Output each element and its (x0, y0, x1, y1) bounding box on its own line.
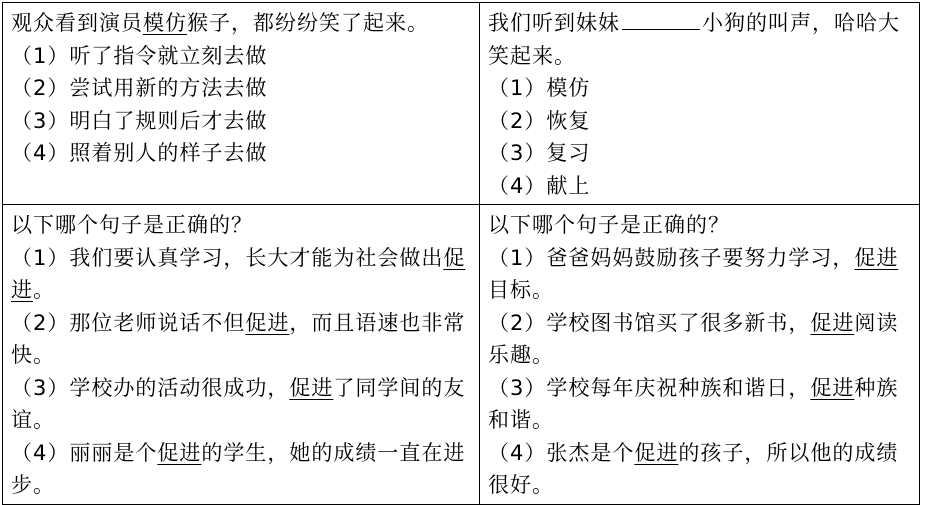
option-text: 目标。 (488, 278, 554, 302)
target-word: 促进 (157, 440, 202, 465)
option-text: （1）我们要认真学习，长大才能为社会做出 (11, 245, 444, 270)
option-text: （1）爸爸妈妈鼓励孩子要努力学习， (488, 245, 855, 270)
option-text: （3）学校办的活动很成功， (11, 375, 290, 400)
question-cell-2 (480, 3, 920, 205)
option-3 (11, 372, 473, 437)
table-row (3, 205, 920, 505)
target-word: 促进 (810, 310, 855, 335)
question-cell-3 (3, 205, 480, 505)
option-text: （2）那位老师说话不但 (11, 310, 246, 335)
option-text: 。 (33, 278, 55, 302)
option-2 (488, 307, 913, 372)
option-text: 阅读乐趣。 (488, 310, 899, 367)
question-table (2, 2, 920, 505)
question-cell-4 (480, 205, 920, 505)
target-word: 促进 (810, 375, 855, 400)
question-stem (488, 7, 913, 72)
option-1: （1）听了指令就立刻去做 (11, 43, 268, 68)
option-text: （2）学校图书馆买了很多新书， (488, 310, 811, 335)
target-word: 模仿 (143, 11, 187, 35)
target-word: 促进 (245, 310, 290, 335)
stem-text: 我们听到妹妹 (488, 11, 620, 35)
option-1: （1）模仿 (488, 76, 591, 100)
option-4 (11, 437, 473, 502)
table-row (3, 3, 920, 205)
option-4: （4）献上 (488, 173, 591, 198)
answer-blank (622, 7, 700, 30)
option-text: 的学生，她的成绩一直在进步。 (11, 440, 466, 497)
option-2 (11, 307, 473, 372)
target-word: 促进 (854, 245, 899, 270)
option-text: （4）张杰是个 (488, 440, 635, 465)
stem-text: 猴子，都纷纷笑了起来。 (187, 11, 429, 35)
question-cell-1 (3, 3, 480, 205)
option-2: （2）尝试用新的方法去做 (11, 76, 268, 100)
option-4 (488, 437, 913, 502)
question-stem (11, 7, 473, 40)
target-word: 促进 (11, 245, 466, 302)
option-2: （2）恢复 (488, 108, 591, 133)
option-1 (488, 242, 913, 307)
option-text: （3）学校每年庆祝种族和谐日， (488, 375, 811, 400)
target-word: 促进 (634, 440, 679, 465)
stem-text: 观众看到演员 (11, 11, 143, 35)
option-3: （3）明白了规则后才去做 (11, 108, 268, 133)
option-text: ，而且语速也非常快。 (11, 310, 466, 367)
option-3 (488, 372, 913, 437)
target-word: 促进 (289, 375, 334, 400)
option-text: 种族和谐。 (488, 375, 899, 432)
option-3: （3）复习 (488, 141, 591, 165)
option-4: （4）照着别人的样子去做 (11, 141, 268, 165)
option-text: 的孩子，所以他的成绩很好。 (488, 440, 899, 497)
option-text: （4）丽丽是个 (11, 440, 158, 465)
question-stem: 以下哪个句子是正确的？ (488, 213, 730, 237)
option-1 (11, 242, 473, 307)
stem-text: 小狗的叫声，哈哈大笑起来。 (488, 11, 900, 68)
question-stem: 以下哪个句子是正确的？ (11, 213, 253, 237)
option-text: 了同学间的友谊。 (11, 375, 466, 432)
